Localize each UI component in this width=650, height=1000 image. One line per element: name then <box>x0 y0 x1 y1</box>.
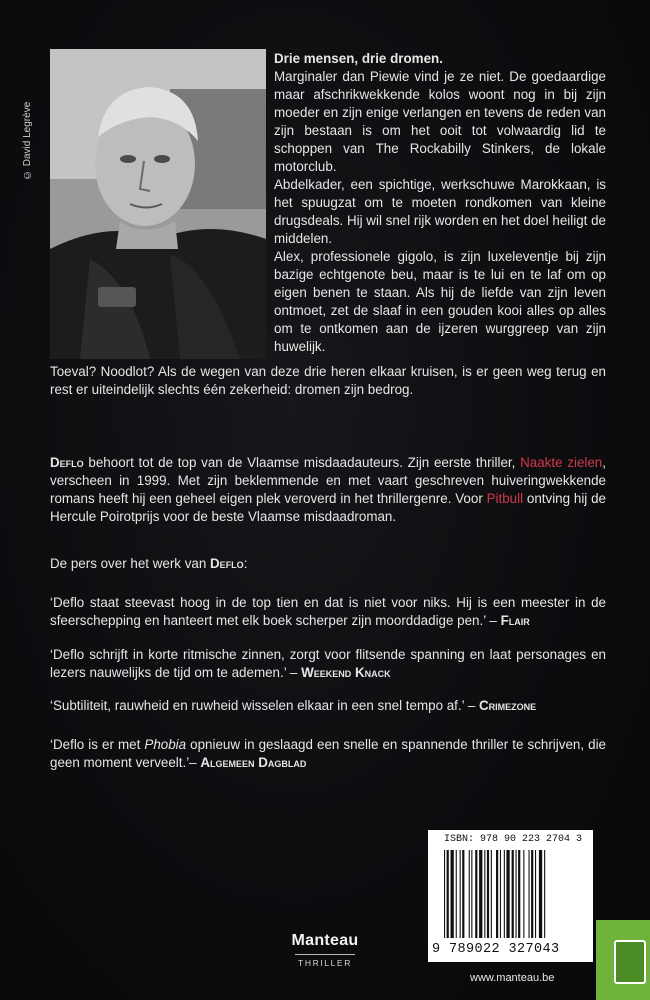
barcode-bar <box>529 850 530 938</box>
quote-source: Crimezone <box>478 698 537 713</box>
synopsis-title: Drie mensen, drie dromen. <box>274 51 443 66</box>
quote-source: Weekend Knack <box>301 665 391 680</box>
bio-text-1: behoort tot de top van de Vlaamse misdaadauteurs. Zijn eerste thriller, <box>83 455 521 470</box>
barcode-bar <box>447 850 449 938</box>
photo-credit: © David Legrève <box>22 101 33 180</box>
barcode-bar <box>531 850 533 938</box>
press-intro-author: Deflo <box>210 556 244 571</box>
synopsis-column <box>274 50 606 356</box>
sticker-logo-icon <box>614 940 646 984</box>
publisher-name: Manteau <box>291 932 359 949</box>
bio-book-naakte-zielen: Naakte zielen <box>520 455 603 470</box>
press-quote-crimezone <box>50 697 606 715</box>
bio-text-2: , verscheen in 1999. Met zijn beklemmende en met vaart geschreven huiveringwekkende romans heeft hij een geheel eigen plek veroverd in het thrillergenre. Voor <box>50 455 606 506</box>
isbn-label: ISBN: 978 90 223 2704 3 <box>444 834 583 845</box>
synopsis-paragraph-alex: Alex, professionele gigolo, is zijn luxeleventje bij zijn bazige echtgenote beu, maar is te lui en te laf om op eigen benen te staan. Als hij de liefde van zijn leven ontmoet, zet de slaaf in een gouden kooi alles op alles om te ontkomen aan de ijzeren wurggreep van zijn huwelijk. <box>274 249 606 354</box>
quote-text: ‘Subtiliteit, rauwheid en ruwheid wisselen elkaar in een snel tempo af.’ – <box>50 698 479 713</box>
press-quote-flair <box>50 594 606 630</box>
isbn-barcode <box>428 830 593 962</box>
bio-author-name: Deflo <box>50 455 84 470</box>
barcode-bar <box>506 850 509 938</box>
barcode-bars <box>442 850 582 940</box>
synopsis-paragraph-abdelkader: Abdelkader, een spichtige, werkschuwe Marokkaan, is het spuugzat om te moeten rondkomen van kleine drugsdeals. Hij wil snel rijk worden en het doel heiligt de middelen. <box>274 177 606 246</box>
quote-source: Algemeen Dagblad <box>200 755 307 770</box>
press-quote-weekend-knack <box>50 646 606 682</box>
barcode-digits: 9 789022 327043 <box>432 942 560 957</box>
synopsis-paragraph-piewie: Marginaler dan Piewie vind je ze niet. De goedaardige maar afschrikwekkende kolos woont nog in bij zijn moeder en zijn enige verlangen en tevens de reden van zijn bestaan is om het ooit tot volwaardig lid te schoppen van The Rockabilly Stinkers, de lokale motorclub. <box>274 69 606 174</box>
barcode-bar <box>523 850 524 938</box>
press-intro-text: De pers over het werk van <box>50 556 211 571</box>
bio-book-pitbull: Pitbull <box>486 491 524 506</box>
publisher-url: www.manteau.be <box>470 972 555 984</box>
barcode-bar <box>518 850 520 938</box>
barcode-bar <box>504 850 505 938</box>
barcode-bar <box>500 850 501 938</box>
press-intro-colon: : <box>243 556 248 571</box>
barcode-bar <box>462 850 464 938</box>
barcode-bar <box>475 850 477 938</box>
barcode-bar <box>487 850 489 938</box>
bio-text-3: ontving hij de Hercule Poirotprijs voor de beste Vlaamse misdaadroman. <box>50 491 606 524</box>
barcode-bar <box>451 850 454 938</box>
barcode-bar <box>512 850 514 938</box>
synopsis-conclusion <box>50 363 606 399</box>
publisher-logo <box>270 932 380 968</box>
barcode-bar <box>516 850 517 938</box>
publisher-imprint: THRILLER <box>298 958 352 968</box>
author-portrait-illustration <box>50 49 266 359</box>
quote-source: Flair <box>500 613 530 628</box>
barcode-bar <box>469 850 470 938</box>
quote-book-phobia: Phobia <box>144 737 187 752</box>
barcode-bar <box>484 850 485 938</box>
barcode-bar <box>460 850 461 938</box>
barcode-bar <box>479 850 482 938</box>
barcode-bar <box>456 850 457 938</box>
press-intro <box>50 555 606 573</box>
publisher-divider <box>295 954 355 955</box>
quote-text: ‘Deflo staat steevast hoog in de top tien en dat is niet voor niks. Hij is een meester in de sfeerschepping en hanteert met elk boek scherper zijn moorddadige pen.’ – <box>50 595 606 628</box>
barcode-bar <box>491 850 492 938</box>
synopsis-paragraph-conclusion: Toeval? Noodlot? Als de wegen van deze drie heren elkaar kruisen, is er geen weg terug en rest er uiteindelijk slechts één zekerheid: dromen zijn bedrog. <box>50 364 606 397</box>
quote-text: ‘Deflo schrijft in korte ritmische zinnen, zorgt voor flitsende spanning en laat personages en lezers nauwelijks de tijd om te ademen.’ – <box>50 647 606 680</box>
barcode-bar <box>539 850 542 938</box>
barcode-bar <box>535 850 536 938</box>
quote-text-b: opnieuw in geslaagd een snelle en spannende thriller te schrijven, die geen moment verveelt.’– <box>50 737 606 770</box>
quote-text-a: ‘Deflo is er met <box>50 737 145 752</box>
author-bio <box>50 454 606 526</box>
barcode-bar <box>444 850 445 938</box>
corner-sticker <box>596 920 650 1000</box>
author-photo <box>50 49 266 359</box>
press-quote-algemeen-dagblad <box>50 736 606 772</box>
barcode-bar <box>496 850 498 938</box>
barcode-bar <box>471 850 472 938</box>
barcode-bar <box>544 850 545 938</box>
